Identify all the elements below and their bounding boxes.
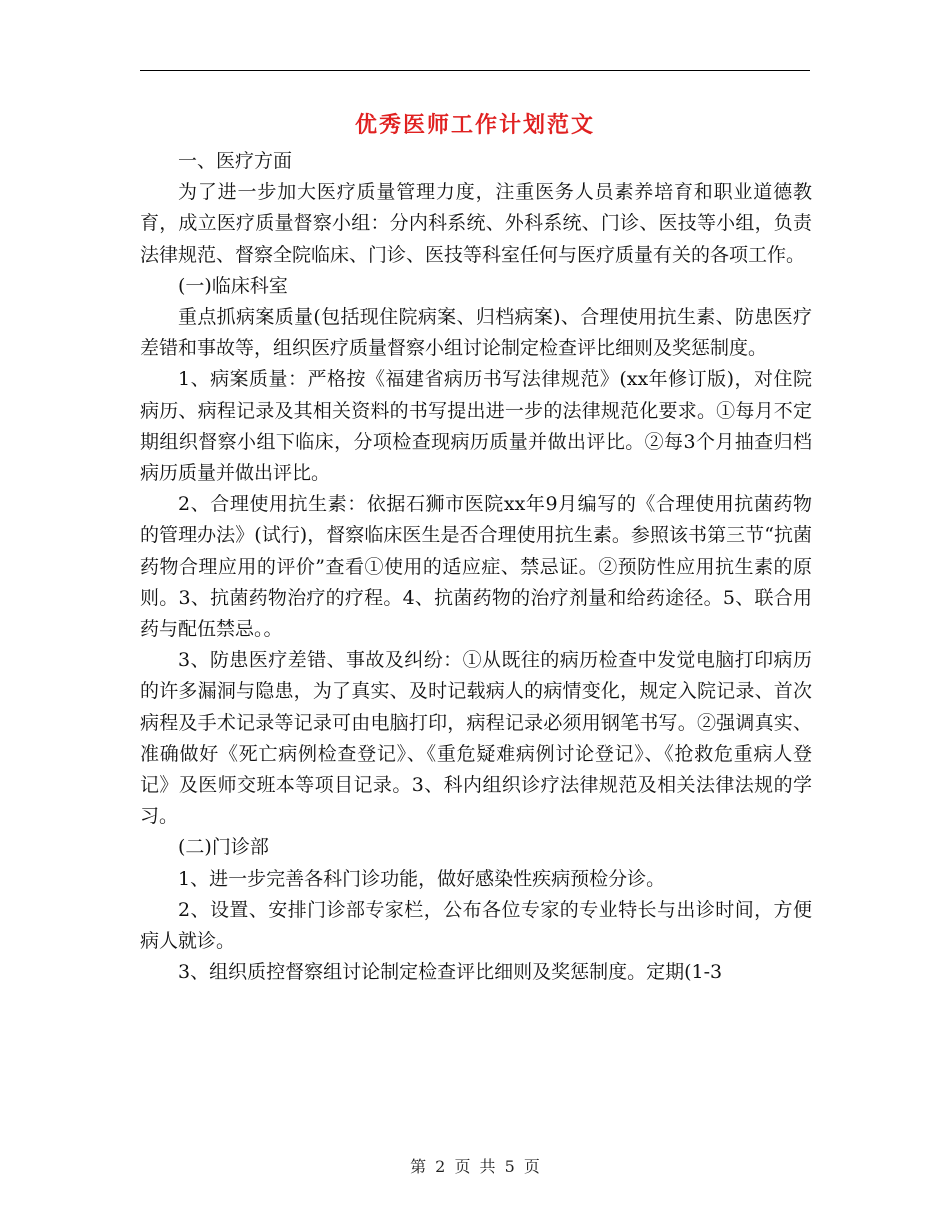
paragraph: 重点抓病案质量(包括现住院病案、归档病案)、合理使用抗生素、防患医疗差错和事故等，组织医疗质量督察小组讨论制定检查评比细则及奖惩制度。: [140, 306, 812, 360]
document-title: 优秀医师工作计划范文: [354, 112, 595, 138]
paragraph: 1、病案质量：严格按《福建省病历书写法律规范》(xx年修订版)，对住院病历、病程记录及其相关资料的书写提出进一步的法律规范化要求。①每月不定期组织督察小组下临床，分项检查现病历质量并做出评比。②每3个月抽查归档病历质量并做出评比。: [140, 368, 812, 485]
document-body: [140, 146, 812, 988]
paragraph: 3、防患医疗差错、事故及纠纷：①从既往的病历检查中发觉电脑打印病历的许多漏洞与隐患，为了真实、及时记载病人的病情变化，规定入院记录、首次病程及手术记录等记录可由电脑打印，病程记录必须用钢笔书写。②强调真实、准确做好《死亡病例检查登记》、《重危疑难病例讨论登记》、《抢救危重病人登记》及医师交班本等项目记录。3、科内组织诊疗法律规范及相关法律法规的学习。: [140, 649, 812, 828]
paragraph: 2、设置、安排门诊部专家栏，公布各位专家的专业特长与出诊时间，方便病人就诊。: [140, 898, 812, 953]
paragraph: 为了进一步加大医疗质量管理力度，注重医务人员素养培育和职业道德教育，成立医疗质量督察小组：分内科系统、外科系统、门诊、医技等小组，负责法律规范、督察全院临床、门诊、医技等科室任何与医疗质量有关的各项工作。: [140, 181, 812, 266]
page-number-footer: 第 2 页 共 5 页: [410, 1157, 540, 1176]
paragraph: 1、进一步完善各科门诊功能，做好感染性疾病预检分诊。: [178, 867, 666, 890]
subsection-heading: (一)临床科室: [178, 274, 288, 297]
paragraph: 3、组织质控督察组讨论制定检查评比细则及奖惩制度。定期(1-3: [178, 961, 723, 984]
header-rule: [140, 70, 810, 71]
subsection-heading: (二)门诊部: [178, 836, 269, 859]
paragraph: 2、合理使用抗生素：依据石狮市医院xx年9月编写的《合理使用抗菌药物的管理办法》(试行)，督察临床医生是否合理使用抗生素。参照该书第三节“抗菌药物合理应用的评价”查看①使用的适应症、禁忌证。②预防性应用抗生素的原则。3、抗菌药物治疗的疗程。4、抗菌药物的治疗剂量和给药途径。5、联合用药与配伍禁忌。。: [140, 493, 812, 641]
section-heading: 一、医疗方面: [178, 150, 293, 172]
